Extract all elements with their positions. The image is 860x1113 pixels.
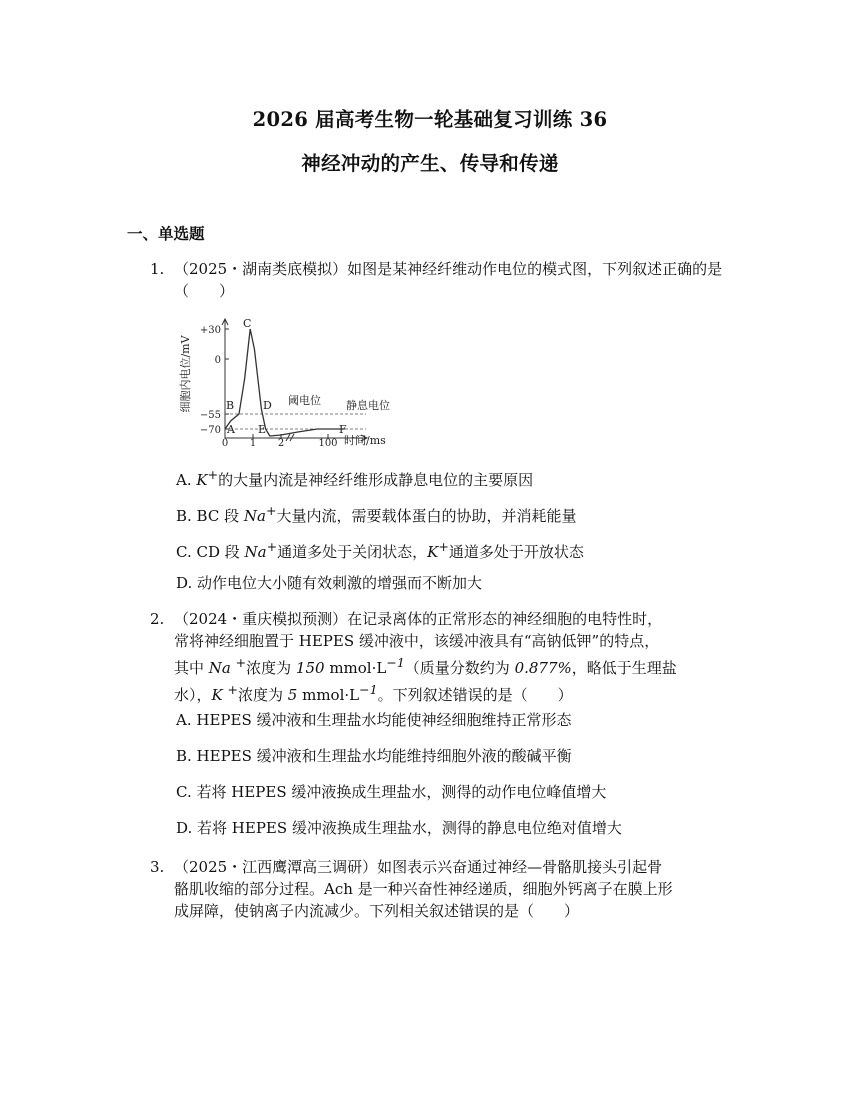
ion-k: K [196,471,208,489]
text-run: 。下列叙述错误的是（ ） [377,686,573,704]
point-label-e: E [258,423,267,436]
ion-charge: + [235,655,247,670]
question-number: 1. [150,260,165,278]
question-number: 3. [150,858,165,876]
question-number: 2. [150,610,165,628]
resting-potential-label: 静息电位 [346,399,390,412]
text-run: ，略低于生理盐 [571,659,677,677]
y-tick-label: 0 [214,355,221,366]
point-label-f: F [339,423,347,436]
figure-y-axis-label: 细胞内电位/mV [179,335,192,413]
x-tick-label: 0 [221,438,229,447]
ion-k: K [427,543,439,561]
question-line: 常将神经细胞置于 HEPES 缓冲液中，该缓冲液具有“高钠低钾”的特点， [174,632,660,650]
q1-option-a [176,464,533,491]
point-label-c: C [243,317,252,330]
q1-option-b [176,500,576,527]
action-potential-figure [176,312,406,447]
y-tick-label: +30 [199,325,221,336]
unit-exponent: −1 [359,682,378,697]
q1-option-d: D. 动作电位大小随有效刺激的增强而不断加大 [176,574,483,592]
question-1 [150,258,740,302]
option-text: 大量内流，需要载体蛋白的协助，并消耗能量 [276,507,577,525]
question-text: （2025・湖南类底模拟）如图是某神经纤维动作电位的模式图，下列叙述正确的是（ ） [174,260,723,300]
question-line: （2024・重庆模拟预测）在记录离体的正常形态的神经细胞的电特性时， [174,610,663,628]
text-run: 其中 [174,659,209,677]
q2-option-a: A. HEPES 缓冲液和生理盐水均能使神经细胞维持正常形态 [176,711,572,729]
section-heading: 一、单选题 [127,224,205,243]
question-line [174,652,740,679]
y-tick-label: −70 [199,425,221,436]
q2-option-c: C. 若将 HEPES 缓冲液换成生理盐水，测得的动作电位峰值增大 [176,783,607,801]
ion-na: Na [208,659,231,677]
figure-point-labels [226,317,347,436]
question-line: 骼肌收缩的部分过程。Ach 是一种兴奋性神经递质，细胞外钙离子在膜上形 [174,880,673,898]
threshold-label: 阈电位 [288,394,321,407]
question-text [174,608,740,706]
ion-charge: + [227,682,238,697]
question-line [174,679,740,706]
option-text: B. BC 段 [176,507,244,525]
option-text: 通道多处于开放状态 [448,543,584,561]
ion-charge: + [438,539,449,554]
y-tick-label: −55 [199,410,221,421]
text-run: 水）， [174,686,212,704]
option-text: C. CD 段 [176,543,245,561]
k-concentration: 5 [287,686,298,704]
ion-charge: + [265,503,277,518]
ion-na: Na [243,507,266,525]
option-letter: A. [176,471,197,489]
document-title: 2026 届高考生物一轮基础复习训练 36 [252,108,608,131]
point-label-d: D [263,399,272,412]
question-3 [150,856,740,922]
ion-k: K [211,686,223,704]
ion-charge: + [266,539,278,554]
unit: mmol·L [329,659,387,677]
text-run: 浓度为 [238,686,288,704]
mass-fraction: 0.877% [514,659,572,677]
unit-exponent: −1 [386,655,405,670]
ion-na: Na [244,543,267,561]
question-2 [150,608,740,706]
question-text [174,856,740,922]
option-text: 的大量内流是神经纤维形成静息电位的主要原因 [218,471,534,489]
figure-x-axis-label: 时间/ms [344,434,386,447]
x-tick-label: 100 [318,438,338,447]
na-concentration: 150 [295,659,325,677]
text-run: 浓度为 [246,659,296,677]
unit: mmol·L [302,686,360,704]
q2-option-b: B. HEPES 缓冲液和生理盐水均能维持细胞外液的酸碱平衡 [176,747,572,765]
text-run: （质量分数约为 [404,659,515,677]
question-line: （2025・江西鹰潭高三调研）如图表示兴奋通过神经—骨骼肌接头引起骨 [174,858,663,876]
option-text: 通道多处于关闭状态， [277,543,428,561]
ion-charge: + [207,467,219,482]
question-line: 成屏障，使钠离子内流减少。下列相关叙述错误的是（ ） [174,902,580,920]
point-label-a: A [227,423,235,436]
document-subtitle: 神经冲动的产生、传导和传递 [301,152,559,175]
q2-option-d: D. 若将 HEPES 缓冲液换成生理盐水，测得的静息电位绝对值增大 [176,819,622,837]
q1-option-c [176,536,584,563]
point-label-b: B [226,399,235,412]
x-tick-label: 2 [277,438,285,447]
action-potential-curve [225,329,344,436]
x-tick-label: 1 [249,438,257,447]
